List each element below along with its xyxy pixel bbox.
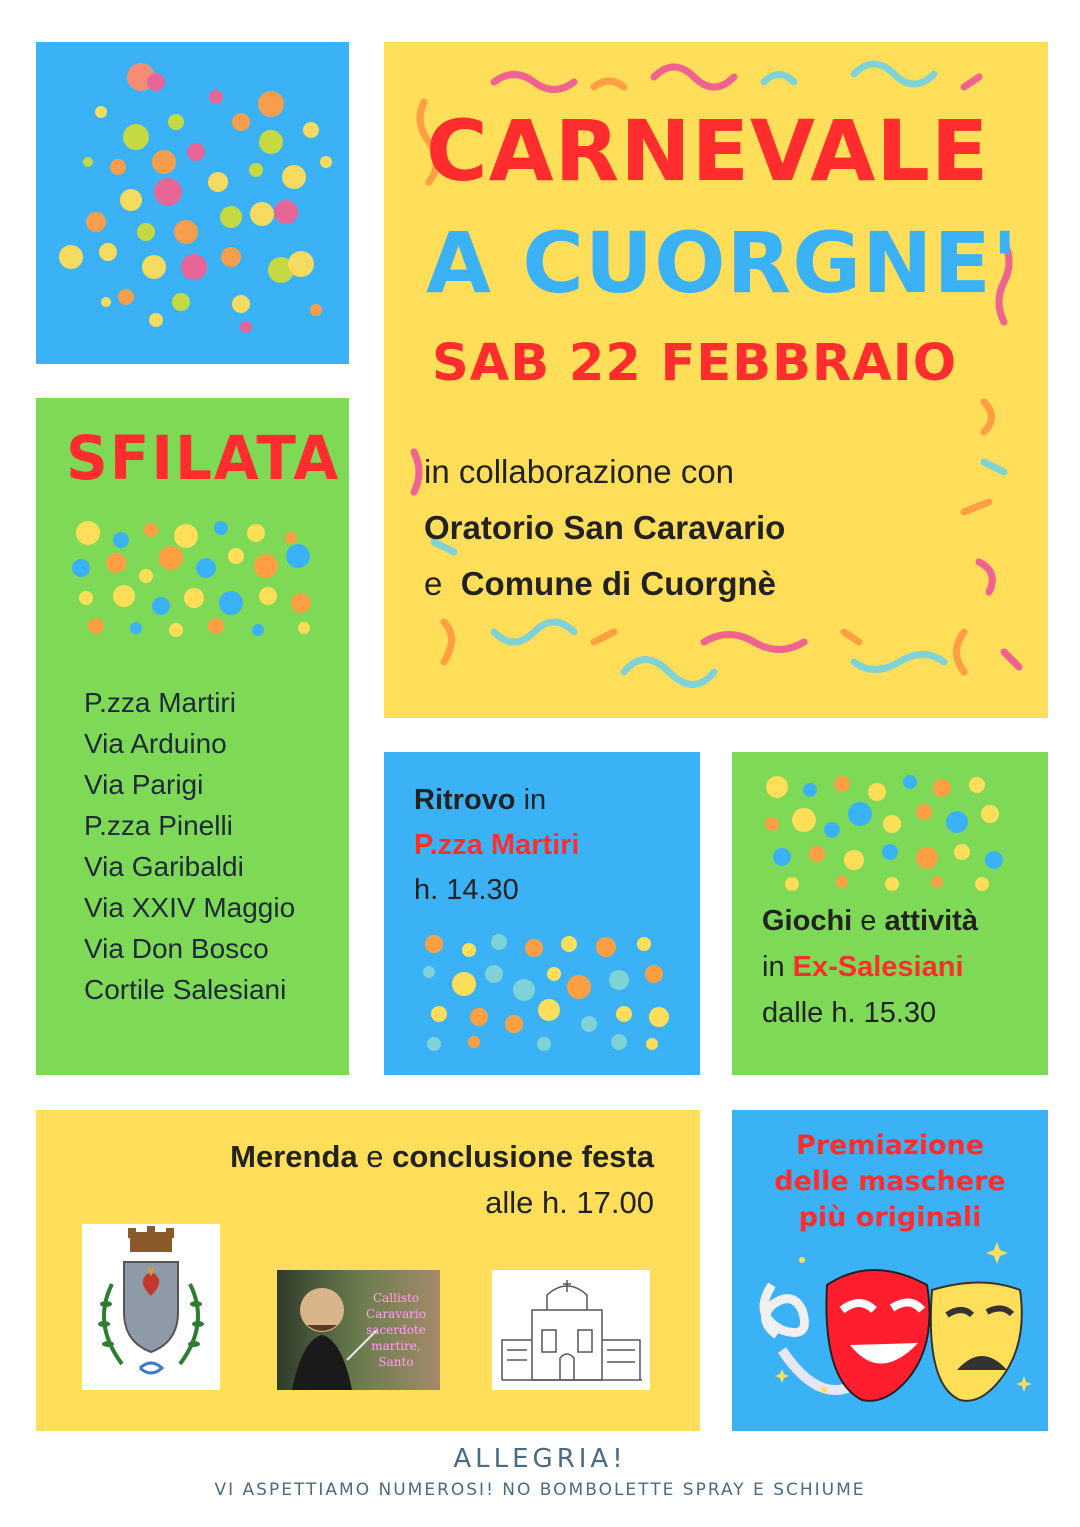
prize-panel (732, 1110, 1048, 1431)
snack-conj: e (366, 1139, 384, 1174)
saint-caption: Callisto Caravario sacerdote martire, Santo (366, 1291, 426, 1369)
church-sketch-icon (492, 1270, 650, 1390)
town-coat-of-arms-logo (82, 1224, 220, 1390)
route-stop: Via Arduino (84, 728, 227, 759)
title-line-2: A CUORGNE' (426, 214, 1019, 312)
meeting-prep: in (523, 784, 547, 816)
collab-intro: in collaborazione con (424, 453, 735, 490)
games-panel (732, 752, 1048, 1075)
prize-line-1: Premiazione (795, 1130, 985, 1161)
confetti-cluster-icon (36, 42, 349, 364)
collaboration-text (424, 444, 785, 612)
route-stop: P.zza Pinelli (84, 810, 233, 841)
title-line-1: CARNEVALE (426, 102, 990, 200)
theater-masks-icon (732, 1110, 1048, 1431)
confetti-panel (36, 42, 349, 364)
collab-conj: e (424, 565, 443, 602)
route-stop: Via XXIV Maggio (84, 892, 296, 923)
route-stop: Via Parigi (84, 769, 204, 800)
games-text (762, 898, 978, 1036)
games-conj: e (860, 905, 877, 937)
event-date: SAB 22 FEBBRAIO (432, 334, 958, 393)
meeting-time: h. 14.30 (414, 874, 519, 906)
meeting-label: Ritrovo (414, 784, 516, 816)
snack-panel (36, 1110, 700, 1431)
games-prep: in (762, 951, 785, 983)
snack-label-2: conclusione festa (392, 1139, 654, 1174)
church-drawing-image (492, 1270, 650, 1390)
collab-org-2: Comune di Cuorgnè (460, 565, 777, 602)
route-panel (36, 398, 349, 1075)
saint-portrait-image (277, 1270, 440, 1390)
meeting-panel (384, 752, 700, 1075)
snack-label-1: Merenda (230, 1139, 358, 1174)
games-label-2: attività (884, 905, 978, 937)
meeting-place: P.zza Martiri (414, 829, 580, 861)
route-heading: SFILATA (66, 422, 341, 494)
confetti-strip-icon (384, 752, 700, 1075)
route-list (84, 682, 295, 1010)
footer-headline: ALLEGRIA! (453, 1444, 627, 1474)
prize-line-3: più originali (798, 1202, 982, 1233)
prize-line-2: delle maschere (774, 1166, 1006, 1197)
games-label-1: Giochi (762, 905, 853, 937)
collab-org-1: Oratorio San Caravario (424, 509, 786, 546)
games-place: Ex-Salesiani (792, 951, 964, 983)
coat-of-arms-icon (82, 1224, 220, 1390)
games-time: dalle h. 15.30 (762, 997, 937, 1029)
title-panel (384, 42, 1048, 718)
route-stop: Via Garibaldi (84, 851, 244, 882)
route-stop: Cortile Salesiani (84, 974, 287, 1005)
snack-text (230, 1134, 654, 1226)
footer-note: VI ASPETTIAMO NUMEROSI! NO BOMBOLETTE SPRAY E SCHIUME (214, 1480, 866, 1500)
snack-time: alle h. 17.00 (485, 1185, 654, 1220)
route-stop: P.zza Martiri (84, 687, 236, 718)
route-stop: Via Don Bosco (84, 933, 269, 964)
